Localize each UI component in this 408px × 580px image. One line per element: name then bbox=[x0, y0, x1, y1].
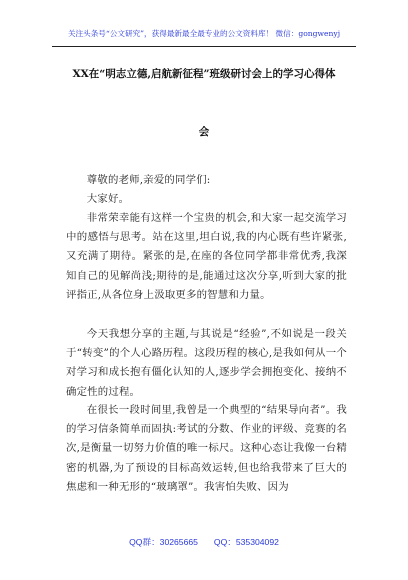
body-paragraph-3: 在很长一段时间里,我曾是一个典型的“结果导向者”。我的学习信条简单而固执:考试的分数、作业的评级、竞赛的名次,是衡量一切努力价值的唯一标尺。这种心态让我像一台精密的机器,为了预设的目标高效运转,但也给我带来了巨大的焦虑和一种无形的“玻璃罩”。我害怕失败、因为 bbox=[66, 404, 347, 493]
greeting: 大家好。 bbox=[86, 193, 130, 205]
header-note: 关注头条号“公文研究”，获得最新最全最专业的公文资料库！ 微信：gongwenyj bbox=[67, 29, 341, 38]
header-divider bbox=[52, 46, 356, 47]
footer-qq: QQ：535304092 bbox=[213, 537, 279, 547]
footer-qq-group: QQ群：30265665 bbox=[129, 537, 198, 547]
body-paragraph-1: 非常荣幸能有这样一个宝贵的机会,和大家一起交流学习中的感悟与思考。站在这里,坦白说,我的内心既有些许紧张,又充满了期待。紧张的是,在座的各位同学都非常优秀,我深知自己的见解尚浅;期待的是,能通过这次分享,听到大家的批评指正,从各位身上汲取更多的智慧和力量。 bbox=[66, 212, 347, 301]
salutation: 尊敬的老师,亲爱的同学们: bbox=[86, 174, 211, 186]
body-paragraph-2: 今天我想分享的主题,与其说是“经验”,不如说是一段关于“转变”的个人心路历程。这段历程的核心,是我如何从一个对学习和成长抱有僵化认知的人,逐步学会拥抱变化、接纳不确定性的过程。 bbox=[66, 328, 347, 398]
footer-contact bbox=[0, 536, 408, 548]
document-title-line-1: XX在“明志立德,启航新征程”班级研讨会上的学习心得体 bbox=[72, 68, 336, 80]
document-title-line-2: 会 bbox=[198, 126, 210, 138]
